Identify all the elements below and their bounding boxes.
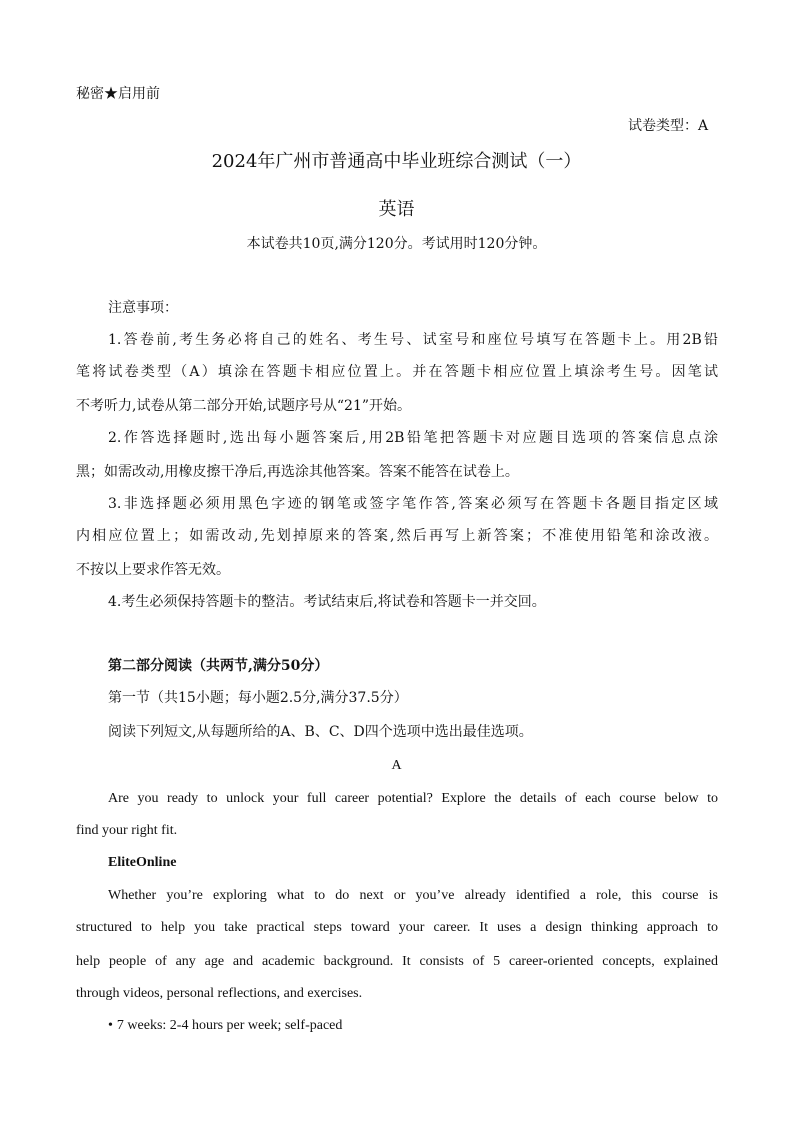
course-body-line-3: help people of any age and academic background. It consists of 5 career-oriented concepts, explained	[76, 954, 718, 969]
bullet-icon: •	[108, 1018, 113, 1033]
passage-intro-line-2: find your right fit.	[76, 823, 178, 838]
part-title: 第二部分阅读（共两节,满分50分）	[108, 658, 329, 674]
course-body-line-1: Whether you’re exploring what to do next or you’ve already identified a role, this course is	[108, 888, 718, 903]
exam-title: 2024年广州市普通高中毕业班综合测试（一）	[211, 151, 582, 172]
notice-item-1-line-3: 不考听力,试卷从第二部分开始,试题序号从“21”开始。	[76, 398, 412, 414]
course-name: EliteOnline	[108, 855, 177, 870]
notice-item-4: 4.考生必须保持答题卡的整洁。考试结束后,将试卷和答题卡一并交回。	[108, 594, 546, 610]
section-subtitle: 第一节（共15小题；每小题2.5分,满分37.5分）	[108, 690, 408, 706]
notice-item-3-line-1: 3.非选择题必须用黑色字迹的钢笔或签字笔作答,答案必须写在答题卡各题目指定区域	[108, 496, 718, 512]
subject-title: 英语	[378, 199, 415, 220]
notice-item-3-line-3: 不按以上要求作答无效。	[76, 562, 230, 578]
exam-info: 本试卷共10页,满分120分。考试用时120分钟。	[246, 236, 547, 252]
notice-item-2-line-1: 2.作答选择题时,选出每小题答案后,用2B铅笔把答题卡对应题目选项的答案信息点涂	[108, 430, 718, 446]
passage-intro-line-1: Are you ready to unlock your full career potential? Explore the details of each course below to	[108, 791, 718, 806]
notice-item-2-line-2: 黑；如需改动,用橡皮擦干净后,再选涂其他答案。答案不能答在试卷上。	[76, 464, 519, 480]
passage-label: A	[391, 758, 402, 773]
notice-heading: 注意事项：	[108, 300, 178, 316]
notice-item-3-line-2: 内相应位置上；如需改动,先划掉原来的答案,然后再写上新答案；不准使用铅笔和涂改液。	[76, 528, 718, 544]
paper-type: 试卷类型：A	[628, 118, 709, 134]
notice-item-1-line-1: 1.答卷前,考生务必将自己的姓名、考生号、试室号和座位号填写在答题卡上。用2B铅	[108, 332, 718, 348]
course-body-line-2: structured to help you take practical steps toward your career. It uses a design thinking approach to	[76, 920, 718, 935]
course-bullet-item	[108, 1016, 342, 1036]
notice-item-1-line-2: 笔将试卷类型（A）填涂在答题卡相应位置上。并在答题卡相应位置上填涂考生号。因笔试	[76, 364, 718, 380]
course-body-line-4: through videos, personal reflections, and exercises.	[76, 986, 363, 1001]
confidential-mark: 秘密★启用前	[76, 86, 160, 102]
course-bullet-text: 7 weeks: 2-4 hours per week; self-paced	[116, 1018, 343, 1033]
section-instruction: 阅读下列短文,从每题所给的A、B、C、D四个选项中选出最佳选项。	[108, 724, 533, 740]
